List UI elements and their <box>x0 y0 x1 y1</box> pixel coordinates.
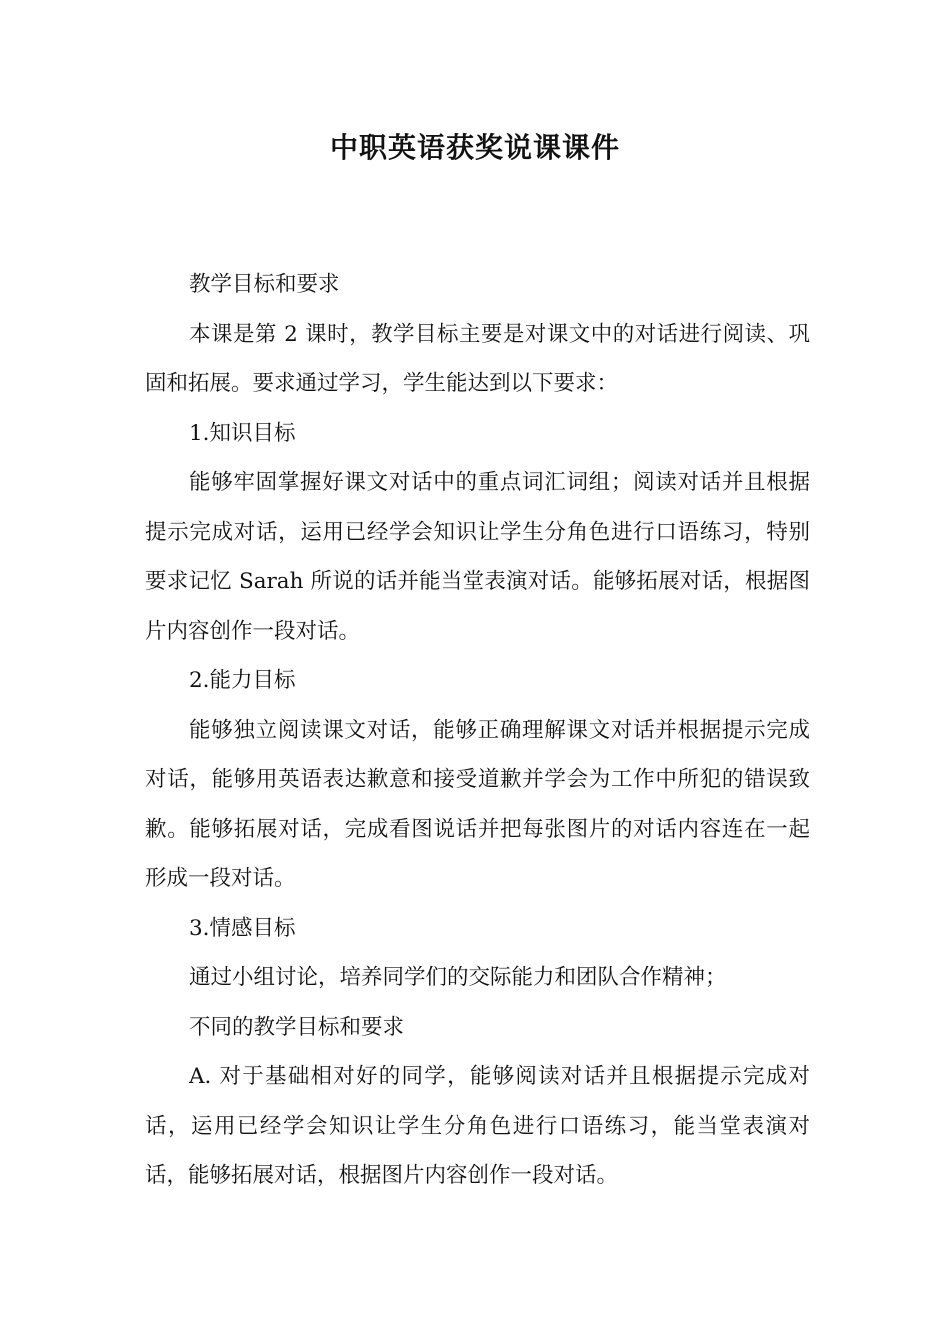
subheading-ability: 2.能力目标 <box>189 668 296 693</box>
document-title: 中职英语获奖说课课件 <box>329 131 620 164</box>
ability-paragraph: 能够独立阅读课文对话，能够正确理解课文对话并根据提示完成对话，能够用英语表达歉意和接受道歉并学会为工作中所犯的错误致歉。能够拓展对话，完成看图说话并把每张图片的对话内容连在一起形成一段对话。 <box>145 717 810 891</box>
subheading-knowledge: 1.知识目标 <box>189 420 296 446</box>
item-a-paragraph: A. 对于基础相对好的同学，能够阅读对话并且根据提示完成对话，运用已经学会知识让学生分角色进行口语练习，能当堂表演对话，能够拓展对话，根据图片内容创作一段对话。 <box>145 1064 810 1188</box>
subheading-emotion: 3.情感目标 <box>189 915 296 941</box>
emotion-paragraph: 通过小组讨论，培养同学们的交际能力和团队合作精神； <box>189 965 727 990</box>
knowledge-paragraph: 能够牢固掌握好课文对话中的重点词汇词组；阅读对话并且根据提示完成对话，运用已经学会知识让学生分角色进行口语练习，特别要求记忆 Sarah 所说的话并能当堂表演对话。能够拓展对话，根据图片内容创作一段对话。 <box>145 470 810 644</box>
document-body <box>145 260 810 1201</box>
section-heading-objectives: 教学目标和要求 <box>189 272 340 297</box>
intro-paragraph: 本课是第 2 课时，教学目标主要是对课文中的对话进行阅读、巩固和拓展。要求通过学习，学生能达到以下要求： <box>145 321 810 396</box>
section-heading-differentiated: 不同的教学目标和要求 <box>189 1014 405 1040</box>
